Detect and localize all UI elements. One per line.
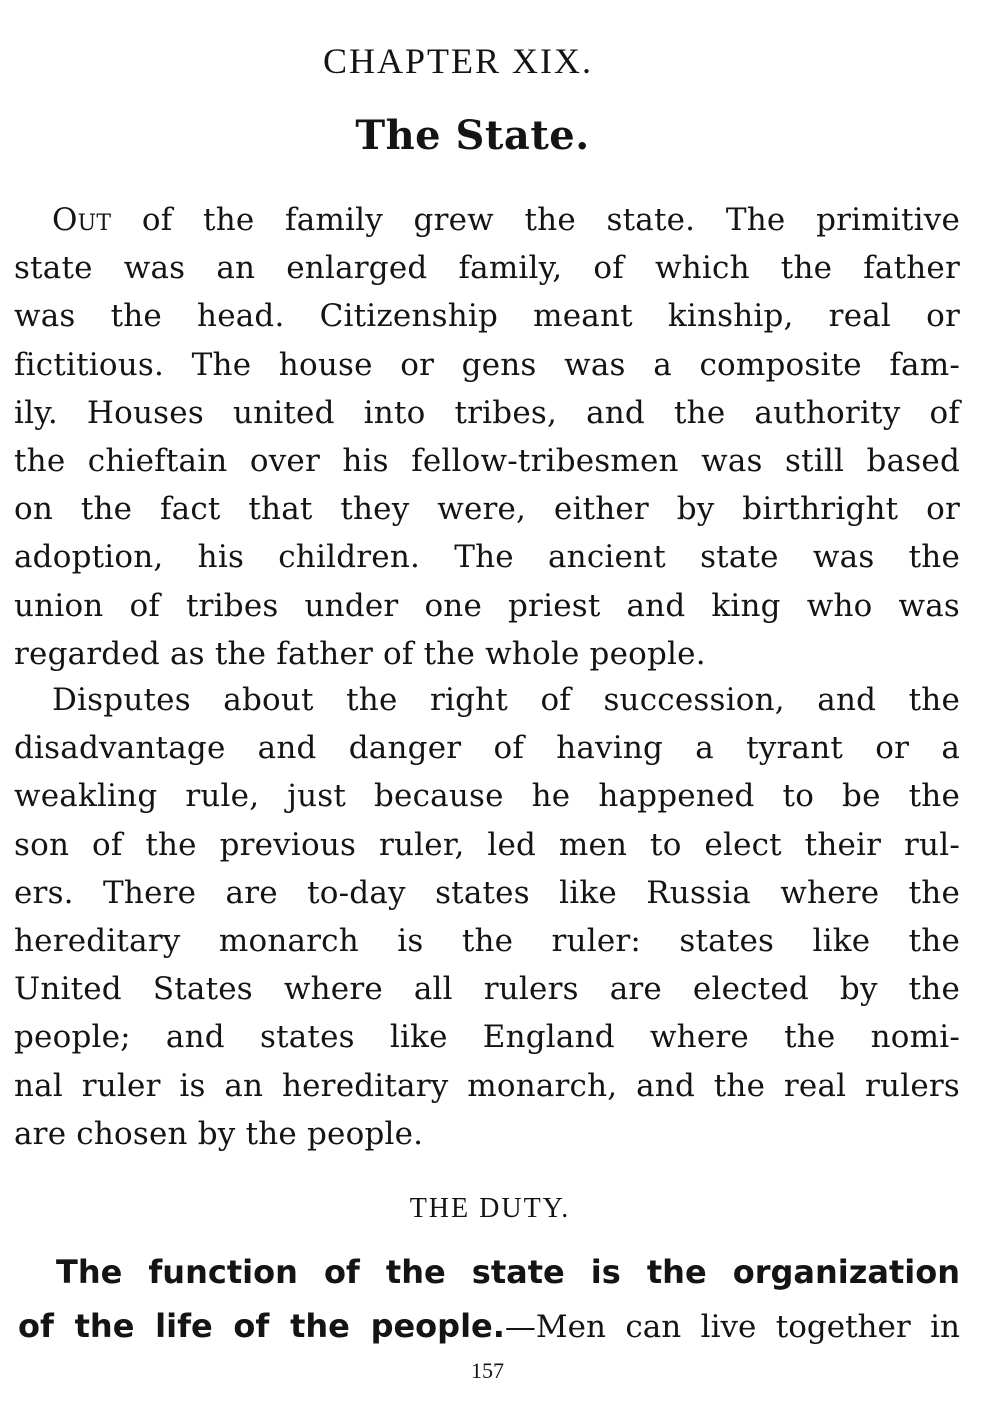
paragraph-line: regarded as the father of the whole people. (14, 635, 706, 672)
paragraph-line: fictitious. The house or gens was a composite fam- (14, 346, 960, 383)
line-text: of the family grew the state. The primitive (111, 202, 960, 238)
paragraph-line: United States where all rulers are elected by the (14, 971, 960, 1008)
paragraph-line: are chosen by the people. (14, 1115, 424, 1152)
paragraph-line: son of the previous ruler, led men to elect their rul- (14, 826, 960, 863)
chapter-title: The State. (355, 112, 590, 159)
paragraph-line: ers. There are to-day states like Russia where the (14, 874, 960, 911)
paragraph-line: nal ruler is an hereditary monarch, and the real rulers (14, 1067, 960, 1104)
paragraph-line: ily. Houses united into tribes, and the authority of (14, 394, 960, 431)
paragraph-line: Disputes about the right of succession, and the (52, 682, 960, 718)
duty-paragraph (18, 1246, 960, 1354)
paragraph-line (14, 196, 960, 244)
paragraph-line: the chieftain over his fellow-tribesmen was still based (14, 443, 960, 480)
paragraph-line: union of tribes under one priest and king who was (14, 587, 960, 624)
chapter-heading: CHAPTER XIX. (322, 41, 593, 81)
duty-line (18, 1299, 960, 1354)
paragraph-line: disadvantage and danger of having a tyrant or a (14, 730, 960, 767)
paragraph-line: people; and states like England where the nomi- (14, 1019, 960, 1056)
duty-continuation: —Men can live together in (504, 1309, 960, 1345)
page-number: 157 (471, 1358, 504, 1383)
paragraph-line: hereditary monarch is the ruler: states like the (14, 923, 960, 960)
paragraph-2 (14, 676, 960, 1158)
paragraph-line: adoption, his children. The ancient state was the (14, 539, 960, 576)
opening-word: Out (52, 202, 112, 238)
paragraph-line: was the head. Citizenship meant kinship, real or (14, 298, 960, 335)
duty-line-bold: The function of the state is the organization (56, 1253, 960, 1291)
section-heading: THE DUTY. (409, 1193, 571, 1224)
paragraph-line: state was an enlarged family, of which the father (14, 250, 960, 287)
paragraph-1 (14, 196, 960, 678)
paragraph-line: weakling rule, just because he happened to be the (14, 778, 960, 815)
duty-lead-phrase: of the life of the people. (18, 1307, 505, 1345)
paragraph-line: on the fact that they were, either by birthright or (14, 491, 960, 528)
